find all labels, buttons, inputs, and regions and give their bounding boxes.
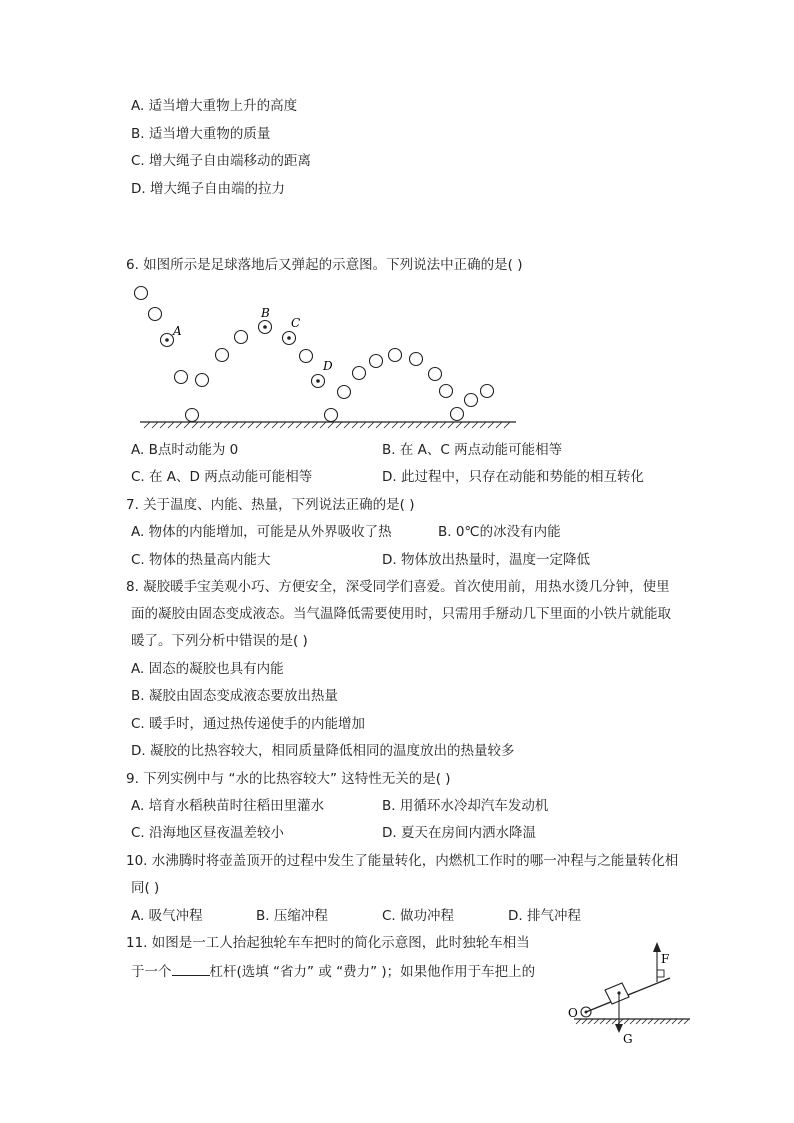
q8-stem-line-1: 8. 凝胶暖手宝美观小巧、方便安全，深受同学们喜爱。首次使用前，用热水烫几分钟，使里 (126, 579, 670, 595)
force-f-label: F (661, 952, 670, 966)
q10-option-a: A. 吸气冲程 (131, 908, 203, 924)
q6-option-b: B. 在 A、C 两点动能可能相等 (382, 442, 563, 458)
point-d-label: D (323, 359, 333, 373)
q7-option-c: C. 物体的热量高内能大 (131, 552, 271, 568)
q5-option-a: A. 适当增大重物上升的高度 (131, 98, 298, 114)
q7-option-a: A. 物体的内能增加，可能是从外界吸收了热 (131, 524, 392, 540)
point-c-label: C (291, 316, 301, 330)
q9-option-d: D. 夏天在房间内洒水降温 (382, 825, 536, 841)
q11-stem-line-1: 11. 如图是一工人抬起独轮车车把时的简化示意图，此时独轮车相当 (126, 935, 530, 951)
q11-line2-prefix: 于一个 (131, 964, 172, 980)
q6-stem: 6. 如图所示是足球落地后又弹起的示意图。下列说法中正确的是( ) (126, 257, 523, 273)
q9-option-c: C. 沿海地区昼夜温差较小 (131, 825, 285, 841)
q9-stem: 9. 下列实例中与 “水的比热容较大” 这特性无关的是( ) (126, 771, 451, 787)
q6-option-d: D. 此过程中，只存在动能和势能的相互转化 (382, 469, 644, 485)
football-bounce-figure (120, 278, 530, 430)
q8-option-d: D. 凝胶的比热容较大，相同质量降低相同的温度放出的热量较多 (131, 743, 515, 759)
q9-option-a: A. 培育水稻秧苗时往稻田里灌水 (131, 798, 325, 814)
q5-option-b: B. 适当增大重物的质量 (131, 126, 271, 142)
q8-option-b: B. 凝胶由固态变成液态要放出热量 (131, 688, 338, 704)
q8-stem-line-2: 面的凝胶由固态变成液态。当气温降低需要使用时，只需用手掰动几下里面的小铁片就能取 (131, 606, 671, 622)
q5-option-d: D. 增大绳子自由端的拉力 (131, 181, 285, 197)
q10-option-d: D. 排气冲程 (508, 908, 581, 924)
q6-option-a: A. B点时动能为 0 (131, 442, 239, 458)
point-a-label: A (173, 324, 182, 338)
q7-option-d: D. 物体放出热量时，温度一定降低 (382, 552, 590, 568)
q6-option-c: C. 在 A、D 两点动能可能相等 (131, 469, 313, 485)
q9-option-b: B. 用循环水冷却汽车发动机 (382, 798, 549, 814)
pivot-o-label: O (568, 1006, 578, 1020)
q8-option-a: A. 固态的凝胶也具有内能 (131, 661, 284, 677)
q7-option-b: B. 0℃的冰没有内能 (438, 524, 561, 540)
point-b-label: B (261, 306, 270, 320)
q8-stem-line-3: 暖了。下列分析中错误的是( ) (131, 633, 308, 649)
q11-stem-line-2 (131, 962, 535, 981)
q5-option-c: C. 增大绳子自由端移动的距离 (131, 153, 312, 169)
q11-line2-suffix: 杠杆(选填 “省力” 或 “费力” )；如果他作用于车把上的 (209, 964, 536, 980)
q7-stem: 7. 关于温度、内能、热量，下列说法正确的是( ) (126, 497, 415, 513)
q10-option-c: C. 做功冲程 (382, 908, 455, 924)
answer-blank (172, 962, 210, 976)
q10-stem-line-2: 同( ) (131, 880, 160, 896)
wheelbarrow-lever-figure (560, 938, 700, 1050)
q8-option-c: C. 暖手时，通过热传递使手的内能增加 (131, 716, 366, 732)
q10-stem-line-1: 10. 水沸腾时将壶盖顶开的过程中发生了能量转化，内燃机工作时的哪一冲程与之能量转化相 (126, 853, 679, 869)
q10-option-b: B. 压缩冲程 (256, 908, 328, 924)
force-g-label: G (623, 1032, 633, 1046)
